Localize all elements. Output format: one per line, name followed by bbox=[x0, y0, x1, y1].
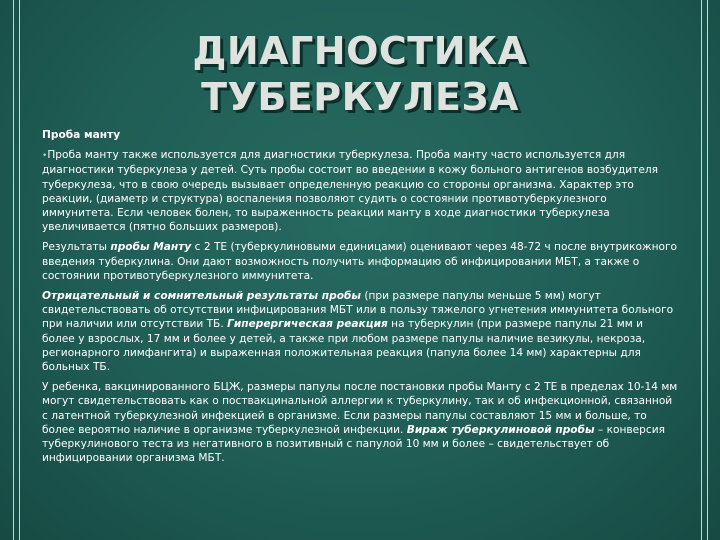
paragraph-negative-emphasis: Отрицательный и сомнительный результаты пробы bbox=[42, 290, 361, 303]
paragraph-results bbox=[42, 240, 678, 283]
paragraph-hyperergic-emphasis: Гиперергическая реакция bbox=[227, 318, 388, 331]
paragraph-intro bbox=[42, 148, 678, 234]
slide-title-line-1: ДИАГНОСТИКА bbox=[192, 29, 528, 73]
right-frame-line bbox=[707, 0, 708, 540]
paragraph-negative-rest: на туберкулин (при размере папулы 21 мм и более у взрослых, 17 мм и более у детей, а также при любом размере папулы наличие везикулы, некроза, регионарного лимфангита) и выраженная положительная реакция (папула более 14 мм) характерны для больных ТБ. bbox=[42, 318, 646, 374]
paragraph-results-emphasis: пробы Манту bbox=[110, 241, 192, 254]
right-frame-line-inner bbox=[701, 0, 702, 540]
paragraph-negative-results bbox=[42, 289, 678, 374]
paragraph-results-lead: Результаты bbox=[42, 241, 111, 254]
paragraph-bcg-lead: У ребенка, вакцинированного БЦЖ, размеры папулы после постановки пробы Манту с 2 ТЕ в пределах 10-14 мм могут свидетельствовать как о поствакцинальной аллергии к туберкулину, так и об инфекционной, связанной с латентной туберкулезной инфекцией в организме. Если размеры папулы составляют 15 мм и больше, то более вероятно наличие в организме туберкулезной инфекции. bbox=[42, 381, 678, 436]
slide-title bbox=[40, 28, 680, 120]
left-frame-line bbox=[13, 0, 14, 540]
subheading: Проба манту bbox=[42, 129, 121, 141]
slide-content bbox=[42, 128, 678, 471]
paragraph-bcg bbox=[42, 380, 678, 465]
paragraph-bcg-emphasis: Вираж туберкулиновой пробы bbox=[406, 423, 595, 436]
slide-title-line-2: ТУБЕРКУЛЕЗА bbox=[201, 75, 519, 119]
left-frame-line-inner bbox=[19, 0, 20, 540]
paragraph-intro-text: Проба манту также используется для диагностики туберкулеза. Проба манту часто используется для диагностики туберкулеза у детей. Суть пробы состоит во введении в кожу больного антигенов возбудителя туберкулеза, что в свою очередь вызывает определенную реакцию со стороны организма. Характер это реакции, (диаметр и структура) воспаления позволяют судить о состоянии противотуберкулезного иммунитета. Если человек болен, то выраженность реакции манту в ходе диагностики туберкулеза увеличивается (пятно больших размеров). bbox=[42, 149, 659, 234]
bullet-icon: • bbox=[42, 151, 48, 162]
paragraph-results-rest: с 2 ТЕ (туберкулиновыми единицами) оценивают через 48-72 ч после внутрикожного введения туберкулина. Они дают возможность получить информацию об инфицировании МБТ, а также о состоянии противотуберкулезного иммунитета. bbox=[42, 241, 678, 282]
paragraph-negative-middle: (при размере папулы меньше 5 мм) могут свидетельствовать об отсутствии инфицирования МБТ или в пользу тяжелого угнетения иммунитета больного при наличии или отсутствии ТБ. bbox=[42, 290, 674, 331]
paragraph-bcg-rest: – конверсия туберкулинового теста из негативного в позитивный с папулой 10 мм и более – свидетельствует об инфицировании организма МБТ. bbox=[42, 423, 665, 465]
